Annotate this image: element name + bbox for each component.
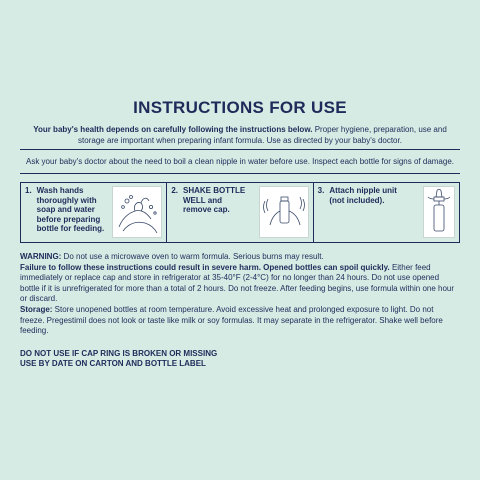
page-title: INSTRUCTIONS FOR USE xyxy=(133,98,347,117)
failure-bold: Failure to follow these instructions could result in severe harm. Opened bottles can spoil quickly. xyxy=(20,262,390,272)
warning-line xyxy=(20,252,460,263)
step-3 xyxy=(313,182,460,243)
steps-row xyxy=(20,182,460,243)
intro-paragraph xyxy=(20,125,460,150)
step-text: Wash hands thoroughly with soap and water before preparing bottle for feeding. xyxy=(36,186,105,234)
bottom-warning-line2: USE BY DATE ON CARTON AND BOTTLE LABEL xyxy=(20,358,206,368)
step-number: 2. xyxy=(171,186,178,195)
intro-bold: Your baby's health depends on carefully following the instructions below. xyxy=(33,125,313,134)
failure-paragraph xyxy=(20,263,460,305)
attach-nipple-icon xyxy=(423,186,455,238)
step-text: Attach nipple unit (not included). xyxy=(329,186,397,205)
nipple-note: Ask your baby's doctor about the need to boil a clean nipple in water before use. Inspect each bottle for signs of damage. xyxy=(20,157,460,174)
storage-label: Storage: xyxy=(20,304,53,314)
bottom-warning-line1: DO NOT USE IF CAP RING IS BROKEN OR MISSING xyxy=(20,348,218,358)
step-number: 1. xyxy=(25,186,32,195)
step-text: SHAKE BOTTLE WELL and remove cap. xyxy=(183,186,246,215)
shake-bottle-icon xyxy=(259,186,309,238)
hand-washing-icon xyxy=(112,186,162,238)
storage-paragraph xyxy=(20,305,460,337)
storage-text: Store unopened bottles at room temperature. Avoid excessive heat and prolonged exposure to light. Do not freeze. Pregestimil does not look or taste like milk or soy formulas. It may separate in the refrigerator. Shake well before feeding. xyxy=(20,304,443,336)
failure-regular: Either feed immediately or replace cap and store in refrigerator at 35-40°F (2-4°C) for no longer than 24 hours. Do not use opened bottle if it is unrefrigerated for more than a total of 2 hours. Do not freeze. After feeding begins, use formula within one hour or discard. xyxy=(20,262,455,304)
intro-regular: Proper hygiene, preparation, use and storage are important when preparing infant formula. Use as directed by your baby's doctor. xyxy=(78,125,447,145)
step-number: 3. xyxy=(317,186,325,195)
instructions-panel xyxy=(20,98,460,369)
step-2 xyxy=(166,182,312,243)
warning-label: WARNING: xyxy=(20,252,62,261)
warning-text: Do not use a microwave oven to warm formula. Serious burns may result. xyxy=(61,252,324,261)
step-1 xyxy=(20,182,166,243)
instructions-body xyxy=(20,252,460,337)
bottom-warning xyxy=(20,349,460,369)
